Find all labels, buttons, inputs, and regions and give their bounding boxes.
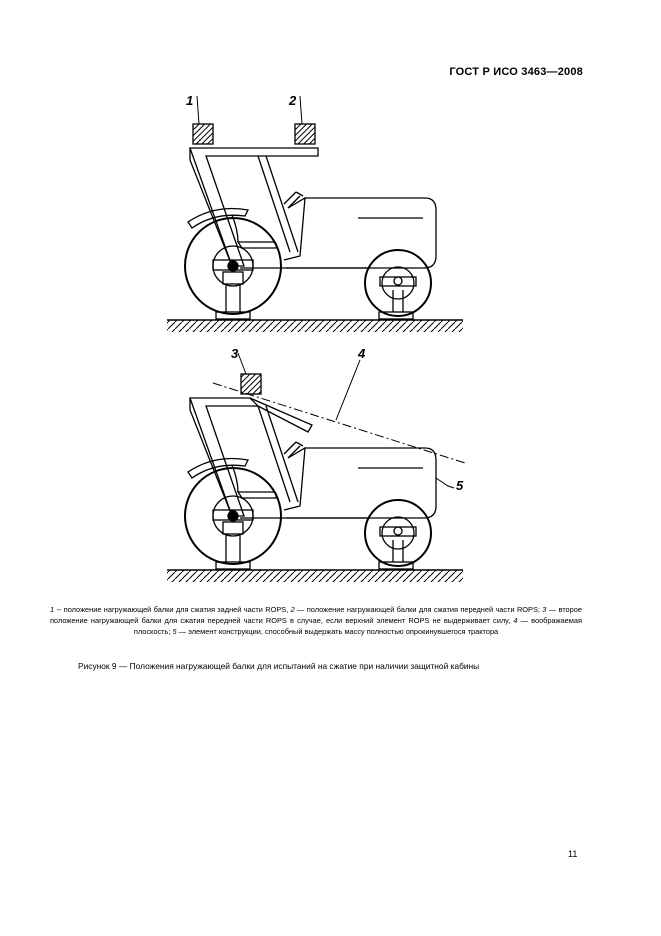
beam-position-3 xyxy=(241,374,261,394)
legend-text-5: — элемент конструкции, способный выдержать массу полностью опрокинувшегося трактора xyxy=(176,627,499,637)
bottom-drawing xyxy=(167,353,465,582)
label-2: 2 xyxy=(289,93,297,108)
legend-num-4: 4 xyxy=(513,616,518,626)
legend-text-4: — воображаемая плоскость; xyxy=(133,616,582,637)
beam-position-1 xyxy=(193,124,213,144)
legend-num-3: 3 xyxy=(542,605,547,614)
document-number: ГОСТ Р ИСО 3463—2008 xyxy=(449,66,583,78)
legend-num-5: 5 xyxy=(172,627,177,637)
figure-caption: Рисунок 9 — Положения нагружающей балки для испытаний на сжатие при наличии защитной кабины xyxy=(78,661,480,671)
top-drawing xyxy=(167,96,463,332)
legend-text-3: — второе положение нагружающей балки для сжатия передней части ROPS в случае, если верхний элемент ROPS не выдерживает силу, xyxy=(50,605,582,626)
legend-num-1: 1 xyxy=(50,605,55,614)
label-5: 5 xyxy=(456,478,464,493)
legend-num-2: 2 xyxy=(290,605,295,614)
figure-legend xyxy=(50,604,582,638)
page-number: 11 xyxy=(568,849,578,859)
label-1: 1 xyxy=(186,93,194,108)
legend-text-1: -- положение нагружающей балки для сжатия задней части ROPS, xyxy=(54,605,291,614)
legend-text-2: — положение нагружающей балки для сжатия передней части ROPS; xyxy=(294,605,543,614)
label-3: 3 xyxy=(231,346,239,361)
beam-position-2 xyxy=(295,124,315,144)
label-4: 4 xyxy=(358,346,366,361)
imaginary-plane-line xyxy=(213,383,465,463)
